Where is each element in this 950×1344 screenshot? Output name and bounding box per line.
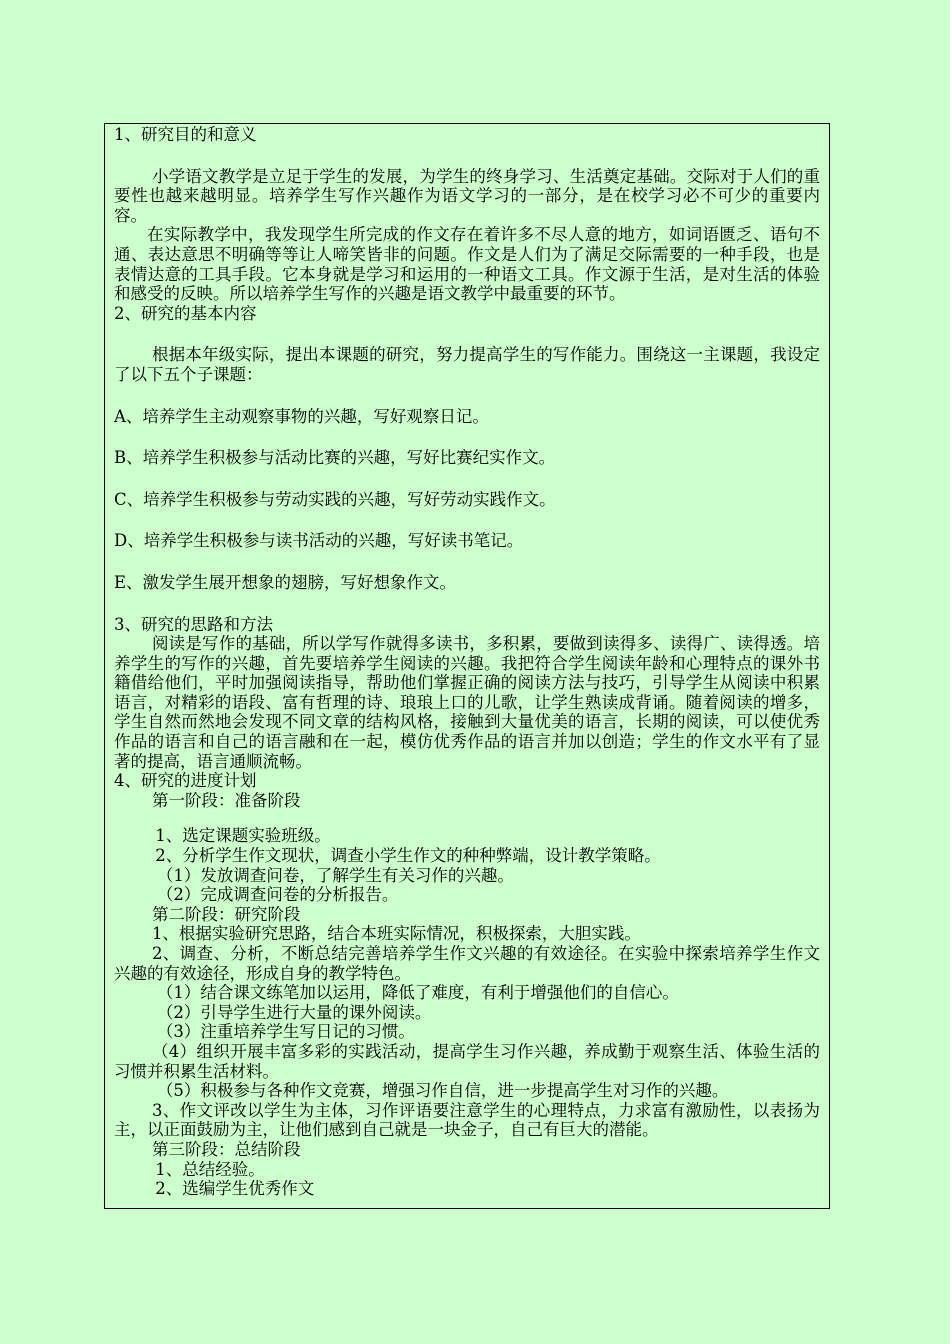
- section-heading-4: 4、研究的进度计划: [114, 771, 257, 791]
- section-heading-3: 3、研究的思路和方法: [114, 614, 273, 634]
- list-item: （5）积极参与各种作文竞赛，增强习作自信，进一步提高学生对习作的兴趣。: [156, 1081, 729, 1101]
- stage-heading: 第一阶段：准备阶段: [151, 790, 301, 810]
- list-item: 2、分析学生作文现状，调查小学生作文的种种弊端，设计教学策略。: [155, 846, 661, 866]
- list-item: （2）完成调查问卷的分析报告。: [156, 885, 399, 905]
- section-heading-2: 2、研究的基本内容: [114, 303, 257, 323]
- list-item: （4）组织开展丰富多彩的实践活动，提高学生习作兴趣，养成勤于观察生活、体验生活的习惯并积累生活材料。: [114, 1041, 820, 1081]
- paragraph: 根据本年级实际，提出本课题的研究，努力提高学生的写作能力。围绕这一主课题，我设定了以下五个子课题：: [114, 345, 820, 384]
- list-item: D、培养学生积极参与读书活动的兴趣，写好读书笔记。: [114, 531, 524, 551]
- list-item: （1）发放调查问卷，了解学生有关习作的兴趣。: [156, 865, 514, 885]
- stage-heading: 第二阶段：研究阶段: [151, 904, 301, 924]
- list-item: B、培养学生积极参与活动比赛的兴趣，写好比赛纪实作文。: [114, 448, 556, 468]
- list-item: （2）引导学生进行大量的课外阅读。: [156, 1002, 432, 1022]
- paragraph: 阅读是写作的基础，所以学写作就得多读书，多积累，要做到读得多、读得广、读得透。培养学生的写作的兴趣，首先要培养学生阅读的兴趣。我把符合学生阅读年龄和心理特点的课外书籍借给他们，平时加强阅读指导，帮助他们掌握正确的阅读方法与技巧，引导学生从阅读中积累语言，对精彩的语段、富有哲理的诗、琅琅上口的儿歌，让学生熟读成背诵。随着阅读的增多，学生自然而然地会发现不同文章的结构风格，接触到大量优美的语言，长期的阅读，可以使优秀作品的语言和自己的语言融和在一起，模仿优秀作品的语言并加以创造；学生的作文水平有了显著的提高，语言通顺流畅。: [114, 634, 820, 771]
- list-item: 1、总结经验。: [155, 1159, 265, 1179]
- list-item: 2、调查、分析，不断总结完善培养学生作文兴趣的有效途径。在实验中探索培养学生作文兴趣的有效途径，形成自身的教学特色。: [114, 944, 820, 983]
- list-item: 3、作文评改以学生为主体，习作评语要注意学生的心理特点，力求富有激励性，以表扬为主，以正面鼓励为主，让他们感到自己就是一块金子，自己有巨大的潜能。: [114, 1100, 820, 1140]
- section-heading-1: 1、研究目的和意义: [114, 125, 257, 144]
- list-item: 2、选编学生优秀作文: [155, 1179, 315, 1199]
- paragraph: 小学语文教学是立足于学生的发展，为学生的终身学习、生活奠定基础。交际对于人们的重要性也越来越明显。培养学生写作兴趣作为语文学习的一部分，是在校学习必不可少的重要内容。: [114, 166, 820, 225]
- document-body: [114, 124, 820, 1199]
- list-item: （3）注重培养学生写日记的习惯。: [156, 1022, 415, 1042]
- stage-heading: 第三阶段：总结阶段: [151, 1139, 301, 1159]
- list-item: A、培养学生主动观察事物的兴趣，写好观察日记。: [114, 406, 489, 426]
- list-item: C、培养学生积极参与劳动实践的兴趣，写好劳动实践作文。: [114, 489, 556, 509]
- document-table-cell: [104, 123, 830, 1209]
- list-item: 1、根据实验研究思路，结合本班实际情况，积极探索，大胆实践。: [151, 924, 641, 944]
- paragraph: 在实际教学中，我发现学生所完成的作文存在着许多不尽人意的地方，如词语匮乏、语句不通、表达意思不明确等等让人啼笑皆非的问题。作文是人们为了满足交际需要的一种手段，也是表情达意的工具手段。它本身就是学习和运用的一种语文工具。作文源于生活，是对生活的体验和感受的反映。所以培养学生写作的兴趣是语文教学中最重要的环节。: [114, 225, 820, 304]
- list-item: E、激发学生展开想象的翅膀，写好想象作文。: [114, 572, 457, 592]
- list-item: （1）结合课文练笔加以运用，降低了难度，有利于增强他们的自信心。: [156, 983, 679, 1003]
- list-item: 1、选定课题实验班级。: [155, 826, 331, 846]
